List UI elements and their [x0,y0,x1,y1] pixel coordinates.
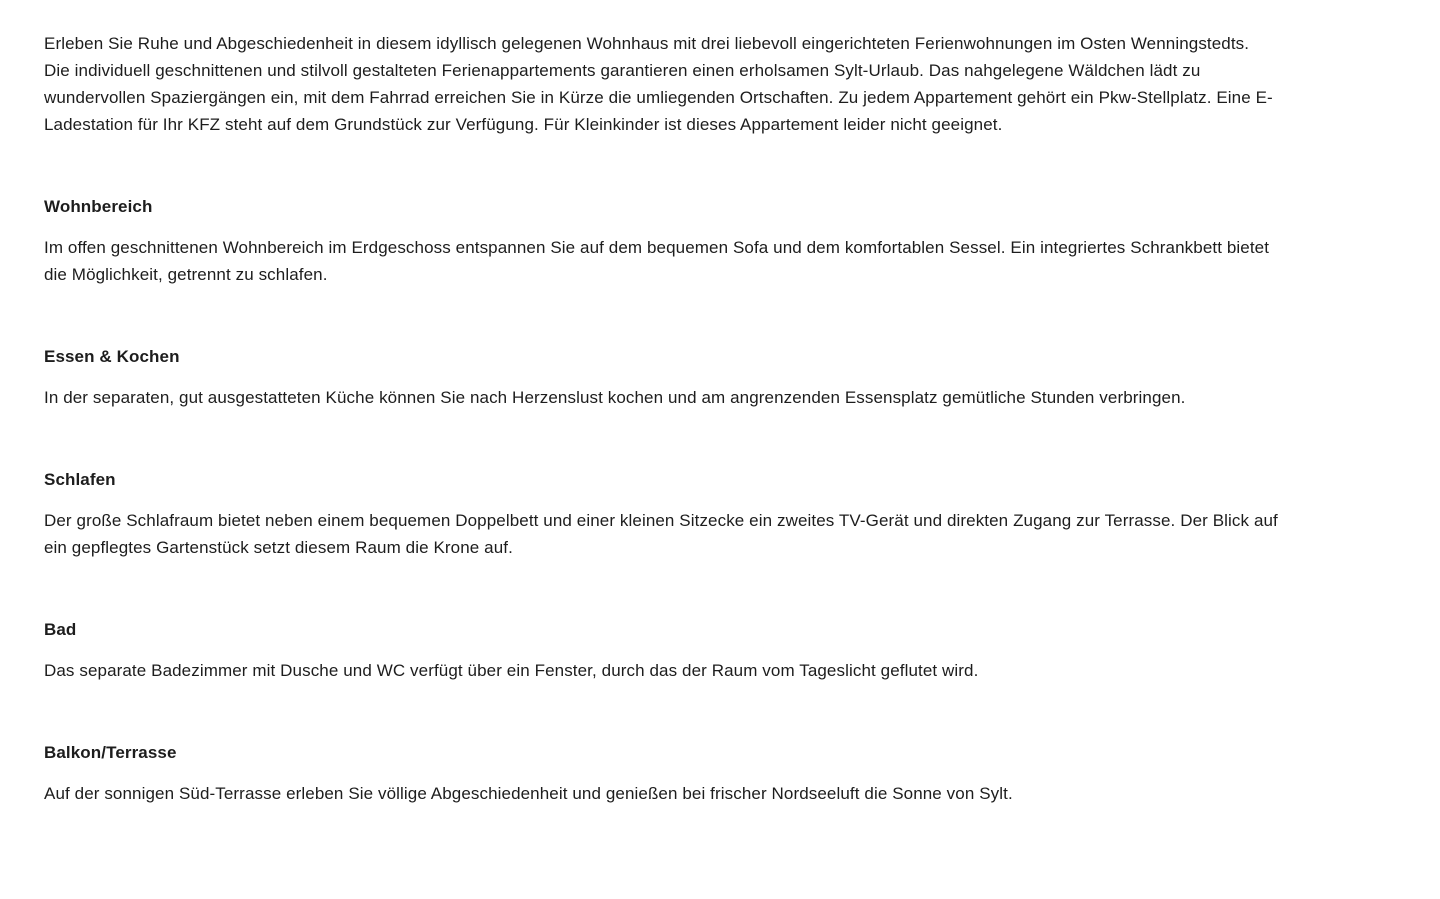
section [44,739,1390,807]
paragraph-line: die Möglichkeit, getrennt zu schlafen. [44,265,328,284]
section-paragraph [44,507,1390,561]
section [44,193,1390,288]
paragraph-line: wundervollen Spaziergängen ein, mit dem Fahrrad erreichen Sie in Kürze die umliegenden Ortschaften. Zu jedem Appartement gehört ein Pkw-Stellplatz. Eine E- [44,88,1273,107]
section [44,343,1390,411]
paragraph-line: Der große Schlafraum bietet neben einem bequemen Doppelbett und einer kleinen Sitzecke ein zweites TV-Gerät und direkten Zugang zur Terrasse. Der Blick auf [44,511,1278,530]
paragraph-line: In der separaten, gut ausgestatteten Küche können Sie nach Herzenslust kochen und am angrenzenden Essensplatz gemütliche Stunden verbringen. [44,388,1186,407]
paragraph-line: Auf der sonnigen Süd-Terrasse erleben Sie völlige Abgeschiedenheit und genießen bei frischer Nordseeluft die Sonne von Sylt. [44,784,1013,803]
section-heading: Wohnbereich [44,197,153,216]
section-paragraph [44,657,1390,684]
paragraph-line: Die individuell geschnittenen und stilvoll gestalteten Ferienappartements garantieren einen erholsamen Sylt-Urlaub. Das nahgelegene Wäldchen lädt zu [44,61,1201,80]
sections [44,193,1390,807]
section-paragraph [44,384,1390,411]
section-heading: Balkon/Terrasse [44,743,177,762]
section [44,616,1390,684]
section-heading: Bad [44,620,77,639]
section-paragraph [44,780,1390,807]
paragraph-line: Im offen geschnittenen Wohnbereich im Erdgeschoss entspannen Sie auf dem bequemen Sofa und dem komfortablen Sessel. Ein integriertes Schrankbett bietet [44,238,1270,257]
section [44,466,1390,561]
paragraph-line: Ladestation für Ihr KFZ steht auf dem Grundstück zur Verfügung. Für Kleinkinder ist dieses Appartement leider nicht geeignet. [44,115,1003,134]
section-heading: Schlafen [44,470,116,489]
intro-paragraph [44,30,1390,138]
section-heading: Essen & Kochen [44,347,180,366]
paragraph-line: Das separate Badezimmer mit Dusche und WC verfügt über ein Fenster, durch das der Raum vom Tageslicht geflutet wird. [44,661,979,680]
paragraph-line: ein gepflegtes Gartenstück setzt diesem Raum die Krone auf. [44,538,513,557]
paragraph-line: Erleben Sie Ruhe und Abgeschiedenheit in diesem idyllisch gelegenen Wohnhaus mit drei liebevoll eingerichteten Ferienwohnungen im Osten Wenningstedts. [44,34,1250,53]
section-paragraph [44,234,1390,288]
